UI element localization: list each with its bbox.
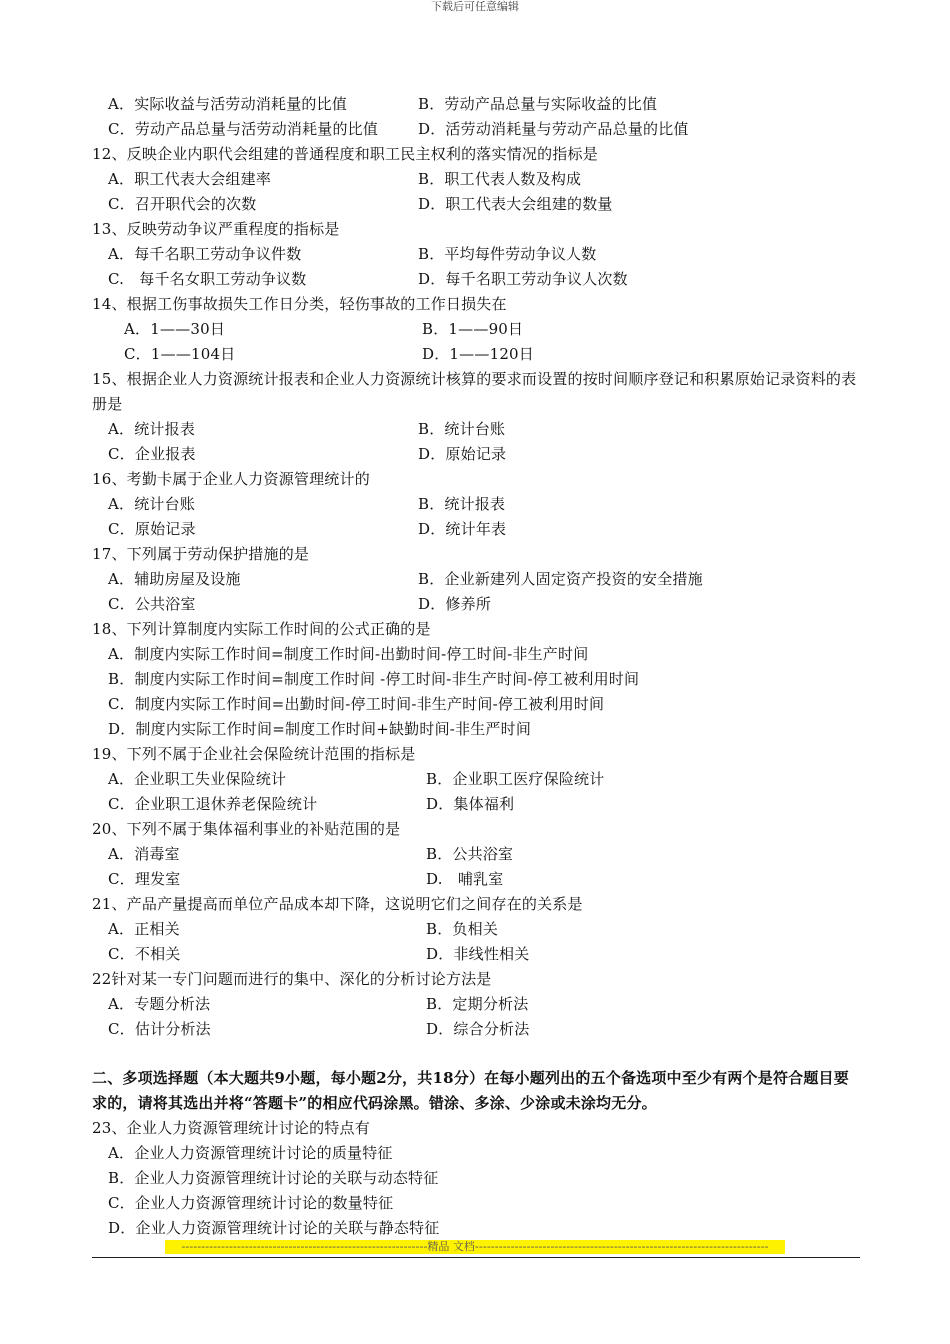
q14-options-row-1 (92, 317, 862, 342)
q13-option-c: C. 每千名女职工劳动争议数 (108, 270, 307, 288)
q17-option-a: A．辅助房屋及设施 (108, 570, 241, 588)
q23-stem: 23、企业人力资源管理统计讨论的特点有 (92, 1119, 370, 1137)
q12-option-d: D．职工代表大会组建的数量 (418, 195, 613, 213)
q13-options-row-1 (92, 242, 862, 267)
q22-option-a: A．专题分析法 (108, 995, 211, 1013)
q12-option-c: C．召开职代会的次数 (108, 195, 257, 213)
q11-option-a: A．实际收益与活劳动消耗量的比值 (108, 95, 348, 113)
q12-options-row-1 (92, 167, 862, 192)
q11-options-row-2 (92, 117, 862, 142)
q21-option-a: A．正相关 (108, 920, 180, 938)
q14-option-c: C．1——104日 (124, 345, 236, 363)
q18-option-d: D．制度内实际工作时间=制度工作时间+缺勤时间-非生严时间 (108, 720, 532, 738)
q19-option-a: A．企业职工失业保险统计 (108, 770, 287, 788)
q11-option-c: C．劳动产品总量与活劳动消耗量的比值 (108, 120, 379, 138)
q17-option-c: C．公共浴室 (108, 595, 196, 613)
q13-option-b: B．平均每件劳动争议人数 (418, 245, 597, 263)
q21-option-c: C．不相关 (108, 945, 181, 963)
q16-stem: 16、考勤卡属于企业人力资源管理统计的 (92, 470, 370, 488)
q21-stem: 21、产品产量提高而单位产品成本却下降，这说明它们之间存在的关系是 (92, 895, 583, 913)
q15-options-row-1 (92, 417, 862, 442)
q15-stem: 15、根据企业人力资源统计报表和企业人力资源统计核算的要求而设置的按时间顺序登记和积累原始记录资料的表册是 (92, 370, 857, 413)
q17-option-d: D．修养所 (418, 595, 492, 613)
q15-option-c: C．企业报表 (108, 445, 196, 463)
q19-option-b: B．企业职工医疗保险统计 (426, 770, 605, 788)
q14-option-d: D．1——120日 (422, 345, 535, 363)
q18-option-b: B．制度内实际工作时间=制度工作时间 -停工时间-非生产时间-停工被利用时间 (108, 670, 640, 688)
q15-options-row-2 (92, 442, 862, 467)
footer-divider (92, 1257, 860, 1258)
q23-option-d: D．企业人力资源管理统计讨论的关联与静态特征 (108, 1219, 440, 1237)
q12-option-b: B．职工代表人数及构成 (418, 170, 582, 188)
q22-option-b: B．定期分析法 (426, 995, 529, 1013)
q23-option-b: B．企业人力资源管理统计讨论的关联与动态特征 (108, 1169, 439, 1187)
q14-options-row-2 (92, 342, 862, 367)
q11-option-d: D．活劳动消耗量与劳动产品总量的比值 (418, 120, 689, 138)
footer-watermark: --------------------------------------------------------------精品 文档-------------------------------------------------------------------------- (165, 1240, 785, 1254)
q13-option-a: A．每千名职工劳动争议件数 (108, 245, 302, 263)
q19-option-c: C．企业职工退休养老保险统计 (108, 795, 318, 813)
q23-option-a: A．企业人力资源管理统计讨论的质量特征 (108, 1144, 393, 1162)
q12-option-a: A．职工代表大会组建率 (108, 170, 272, 188)
q16-option-b: B．统计报表 (418, 495, 506, 513)
q13-options-row-2 (92, 267, 862, 292)
q20-option-a: A．消毒室 (108, 845, 180, 863)
q22-options-row-1 (92, 992, 862, 1017)
q17-options-row-2 (92, 592, 862, 617)
q22-option-d: D．综合分析法 (426, 1020, 530, 1038)
q16-options-row-1 (92, 492, 862, 517)
q15-option-d: D．原始记录 (418, 445, 507, 463)
q14-stem: 14、根据工伤事故损失工作日分类，轻伤事故的工作日损失在 (92, 295, 507, 313)
q17-options-row-1 (92, 567, 862, 592)
q20-stem: 20、下列不属于集体福利事业的补贴范围的是 (92, 820, 401, 838)
q20-option-b: B．公共浴室 (426, 845, 514, 863)
q14-option-a: A．1——30日 (124, 320, 226, 338)
q22-options-row-2 (92, 1017, 862, 1042)
q13-stem: 13、反映劳动争议严重程度的指标是 (92, 220, 340, 238)
q16-option-d: D．统计年表 (418, 520, 507, 538)
q21-option-d: D．非线性相关 (426, 945, 530, 963)
q16-option-a: A．统计台账 (108, 495, 196, 513)
q18-option-c: C．制度内实际工作时间=出勤时间-停工时间-非生产时间-停工被利用时间 (108, 695, 605, 713)
q16-options-row-2 (92, 517, 862, 542)
q20-option-c: C．理发室 (108, 870, 181, 888)
q17-stem: 17、下列属于劳动保护措施的是 (92, 545, 310, 563)
q20-options-row-2 (92, 867, 862, 892)
q11-options-row-1 (92, 92, 862, 117)
q19-options-row-2 (92, 792, 862, 817)
q19-option-d: D．集体福利 (426, 795, 515, 813)
q22-stem: 22针对某一专门问题而进行的集中、深化的分析讨论方法是 (92, 970, 492, 988)
section-spacer (92, 1042, 862, 1066)
q17-option-b: B．企业新建列人固定资产投资的安全措施 (418, 570, 703, 588)
q20-options-row-1 (92, 842, 862, 867)
q11-option-b: B．劳动产品总量与实际收益的比值 (418, 95, 658, 113)
page-header: 下载后可任意编辑 (431, 0, 519, 13)
q21-option-b: B．负相关 (426, 920, 499, 938)
q15-option-b: B．统计台账 (418, 420, 506, 438)
q18-option-a: A．制度内实际工作时间=制度工作时间-出勤时间-停工时间-非生产时间 (108, 645, 589, 663)
q14-option-b: B．1——90日 (422, 320, 524, 338)
q12-options-row-2 (92, 192, 862, 217)
q13-option-d: D．每千名职工劳动争议人次数 (418, 270, 628, 288)
q21-options-row-1 (92, 917, 862, 942)
q16-option-c: C．原始记录 (108, 520, 196, 538)
q20-option-d: D. 哺乳室 (426, 870, 504, 888)
q15-option-a: A．统计报表 (108, 420, 196, 438)
q21-options-row-2 (92, 942, 862, 967)
q19-options-row-1 (92, 767, 862, 792)
exam-content (92, 92, 862, 1241)
q23-option-c: C．企业人力资源管理统计讨论的数量特征 (108, 1194, 394, 1212)
q18-stem: 18、下列计算制度内实际工作时间的公式正确的是 (92, 620, 431, 638)
section-2-heading: 二、多项选择题（本大题共9小题，每小题2分，共18分）在每小题列出的五个备选项中至少有两个是符合题目要求的，请将其选出并将“答题卡”的相应代码涂黑。错涂、多涂、少涂或未涂均无分。 (92, 1069, 849, 1112)
q22-option-c: C．估计分析法 (108, 1020, 211, 1038)
q12-stem: 12、反映企业内职代会组建的普通程度和职工民主权利的落实情况的指标是 (92, 145, 598, 163)
q19-stem: 19、下列不属于企业社会保险统计范围的指标是 (92, 745, 416, 763)
